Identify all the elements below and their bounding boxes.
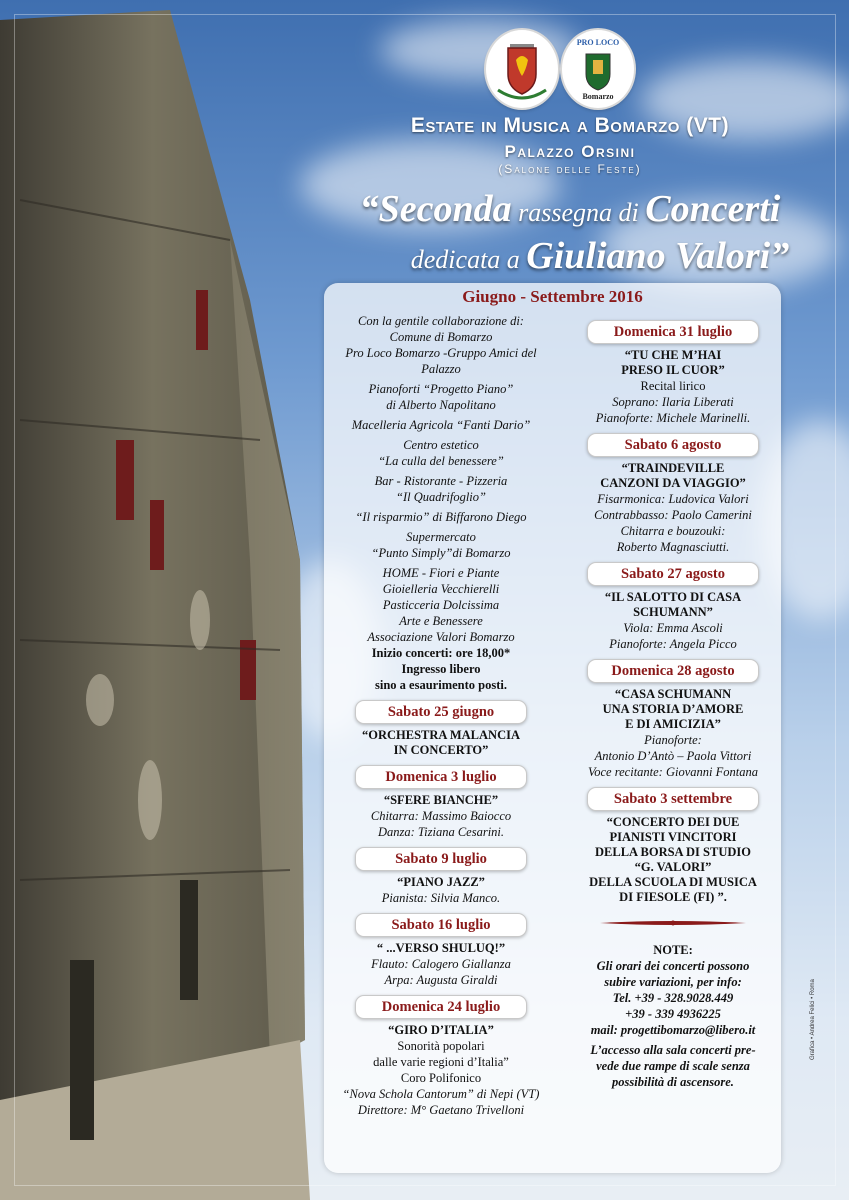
headline-word: Seconda	[378, 188, 512, 230]
sponsor-line: Bar - Ristorante - Pizzeria	[374, 474, 508, 488]
info-line: Ingresso libero	[401, 662, 481, 676]
event-date-badge: Sabato 27 agosto	[587, 562, 759, 586]
sponsor-line: di Alberto Napolitano	[386, 398, 496, 412]
headline-line2	[300, 234, 840, 282]
event-title: E DI AMICIZIA”	[625, 717, 721, 731]
divider-ornament-icon	[598, 919, 748, 927]
note-line: +39 - 339 4936225	[625, 1007, 721, 1021]
event-date-badge: Sabato 16 luglio	[355, 913, 527, 937]
event-description: Sonorità popolari	[397, 1039, 485, 1053]
event-title: “ ...VERSO SHULUQ!”	[376, 941, 506, 955]
sponsor-line: “Il risparmio” di Biffarono Diego	[355, 510, 527, 524]
event-date-badge: Domenica 24 luglio	[355, 995, 527, 1019]
concert-info	[326, 645, 556, 693]
proloco-logo	[562, 30, 634, 108]
event-description: Recital lirico	[640, 379, 706, 393]
event-title: PIANISTI VINCITORI	[609, 830, 737, 844]
event-performer: Voce recitante: Giovanni Fontana	[588, 765, 758, 779]
headline	[300, 188, 840, 282]
event-date-badge: Sabato 6 agosto	[587, 433, 759, 457]
sponsors-intro: Con la gentile collaborazione di:	[358, 314, 524, 328]
events-left	[326, 700, 556, 1118]
event-block	[568, 433, 778, 555]
season-period: Giugno - Settembre 2016	[462, 287, 643, 306]
sponsor-line: Pasticceria Dolcissima	[382, 598, 500, 612]
event-title: “TU CHE M’HAI	[624, 348, 722, 362]
event-performer: Fisarmonica: Ludovica Valori	[597, 492, 749, 506]
note-line: possibilità di ascensore.	[612, 1075, 734, 1089]
event-date-badge: Domenica 28 agosto	[587, 659, 759, 683]
event-title: IN CONCERTO”	[393, 743, 489, 757]
sponsor-line: Pro Loco Bomarzo -Gruppo Amici del Palazzo	[345, 346, 537, 376]
event-performer: Chitarra e bouzouki:	[620, 524, 726, 538]
info-line: sino a esaurimento posti.	[375, 678, 507, 692]
event-performer: Flauto: Calogero Giallanza	[371, 957, 511, 971]
sponsor-line: “Il Quadrifoglio”	[396, 490, 486, 504]
event-block	[326, 847, 556, 906]
crest-icon	[486, 30, 558, 108]
event-performer: Soprano: Ilaria Liberati	[612, 395, 734, 409]
note-line: mail: progettibomarzo@libero.it	[590, 1023, 756, 1037]
palazzo-orsini-photo	[0, 0, 310, 1200]
event-title: “GIRO D’ITALIA”	[388, 1023, 494, 1037]
event-date-badge: Sabato 3 settembre	[587, 787, 759, 811]
notes-list	[568, 958, 778, 1090]
event-performer: Direttore: M° Gaetano Trivelloni	[357, 1103, 525, 1117]
event-block	[568, 320, 778, 426]
event-date-badge: Domenica 31 luglio	[587, 320, 759, 344]
event-performer: Viola: Emma Ascoli	[623, 621, 723, 635]
event-performer: Danza: Tiziana Cesarini.	[377, 825, 505, 839]
design-credit: Grafica • Andrea Felici • Roma	[810, 979, 816, 1060]
sponsor-line: Centro estetico	[403, 438, 479, 452]
close-quote: ”	[770, 235, 790, 277]
event-title: DI FIESOLE (FI) ”.	[619, 890, 727, 904]
note-line: Tel. +39 - 328.9028.449	[612, 991, 734, 1005]
venue-name: Palazzo Orsini	[504, 142, 636, 161]
event-performer: Arpa: Augusta Giraldi	[384, 973, 498, 987]
sponsor-line: HOME - Fiori e Piante	[382, 566, 500, 580]
sponsor-line: Comune di Bomarzo	[389, 330, 493, 344]
event-date-badge: Domenica 3 luglio	[355, 765, 527, 789]
headline-word: Giuliano Valori	[526, 235, 771, 277]
event-block	[326, 765, 556, 840]
note-line: subire variazioni, per info:	[604, 975, 742, 989]
event-title: UNA STORIA D’AMORE	[602, 702, 744, 716]
event-block	[568, 659, 778, 780]
right-column	[568, 313, 778, 1090]
event-performer: Antonio D’Antò – Paola Vittori	[594, 749, 752, 763]
event-title: “ORCHESTRA MALANCIA	[361, 728, 520, 742]
event-date-badge: Sabato 25 giugno	[355, 700, 527, 724]
event-performer: Pianoforte: Angela Picco	[609, 637, 737, 651]
event-block	[326, 995, 556, 1118]
event-performer: Contrabbasso: Paolo Camerini	[594, 508, 752, 522]
event-title: “IL SALOTTO DI CASA	[604, 590, 742, 604]
event-description: Coro Polifonico	[400, 1071, 482, 1085]
sponsor-line: Supermercato	[406, 530, 476, 544]
sponsor-line: Arte e Benessere	[399, 614, 483, 628]
event-description: dalle varie regioni d’Italia”	[373, 1055, 509, 1069]
event-date-badge: Sabato 9 luglio	[355, 847, 527, 871]
info-line: Inizio concerti: ore 18,00*	[371, 646, 511, 660]
event-header	[300, 114, 840, 176]
sponsor-list	[326, 329, 556, 645]
headline-word: rassegna di	[511, 198, 646, 227]
event-title: “PIANO JAZZ”	[397, 875, 485, 889]
sponsor-line: “Punto Simply”di Bomarzo	[371, 546, 511, 560]
comune-crest-logo	[486, 30, 558, 108]
event-title: CANZONI DA VIAGGIO”	[600, 476, 746, 490]
headline-word: dedicata a	[410, 245, 527, 274]
event-title: “SFERE BIANCHE”	[383, 793, 499, 807]
proloco-logo-place: Bomarzo	[582, 92, 614, 101]
sponsor-line: Macelleria Agricola “Fanti Dario”	[351, 418, 531, 432]
note-line: L’accesso alla sala concerti pre-	[590, 1043, 756, 1057]
event-performer: Pianoforte:	[644, 733, 702, 747]
event-performer: Pianista: Silvia Manco.	[381, 891, 501, 905]
event-title: SCHUMANN”	[633, 605, 713, 619]
headline-word: Concerti	[645, 188, 781, 230]
event-performer: Roberto Magnasciutti.	[616, 540, 730, 554]
program-card	[324, 283, 781, 1173]
event-block	[568, 562, 778, 652]
notes-heading: NOTE:	[653, 943, 693, 957]
event-performer: Pianoforte: Michele Marinelli.	[595, 411, 751, 425]
event-title: PRESO IL CUOR”	[621, 363, 725, 377]
event-title: “CASA SCHUMANN	[614, 687, 732, 701]
venue-room: (Salone delle Feste)	[498, 162, 642, 176]
event-title: “TRAINDEVILLE	[621, 461, 725, 475]
sponsor-line: “La culla del benessere”	[378, 454, 504, 468]
event-title: “CONCERTO DEI DUE	[606, 815, 740, 829]
left-column	[326, 313, 556, 1118]
event-block	[326, 700, 556, 758]
sponsor-line: Gioielleria Vecchierelli	[382, 582, 500, 596]
event-title: DELLA SCUOLA DI MUSICA	[589, 875, 757, 889]
events-right	[568, 320, 778, 905]
event-performer: Chitarra: Massimo Baiocco	[370, 809, 512, 823]
event-title: “G. VALORI”	[634, 860, 712, 874]
proloco-logo-text: PRO LOCO	[576, 38, 620, 47]
open-quote: “	[359, 188, 379, 230]
sponsor-line: Associazione Valori Bomarzo	[367, 630, 515, 644]
event-block	[568, 787, 778, 905]
note-line: Gli orari dei concerti possono	[596, 959, 750, 973]
headline-line1	[300, 188, 840, 234]
event-title: DELLA BORSA DI STUDIO	[595, 845, 751, 859]
festival-title: Estate in Musica a Bomarzo (VT)	[410, 114, 730, 137]
event-performer: “Nova Schola Cantorum” di Nepi (VT)	[342, 1087, 540, 1101]
sponsor-line: Pianoforti “Progetto Piano”	[368, 382, 514, 396]
logos	[482, 30, 642, 108]
note-line: vede due rampe di scale senza	[596, 1059, 750, 1073]
event-block	[326, 913, 556, 988]
